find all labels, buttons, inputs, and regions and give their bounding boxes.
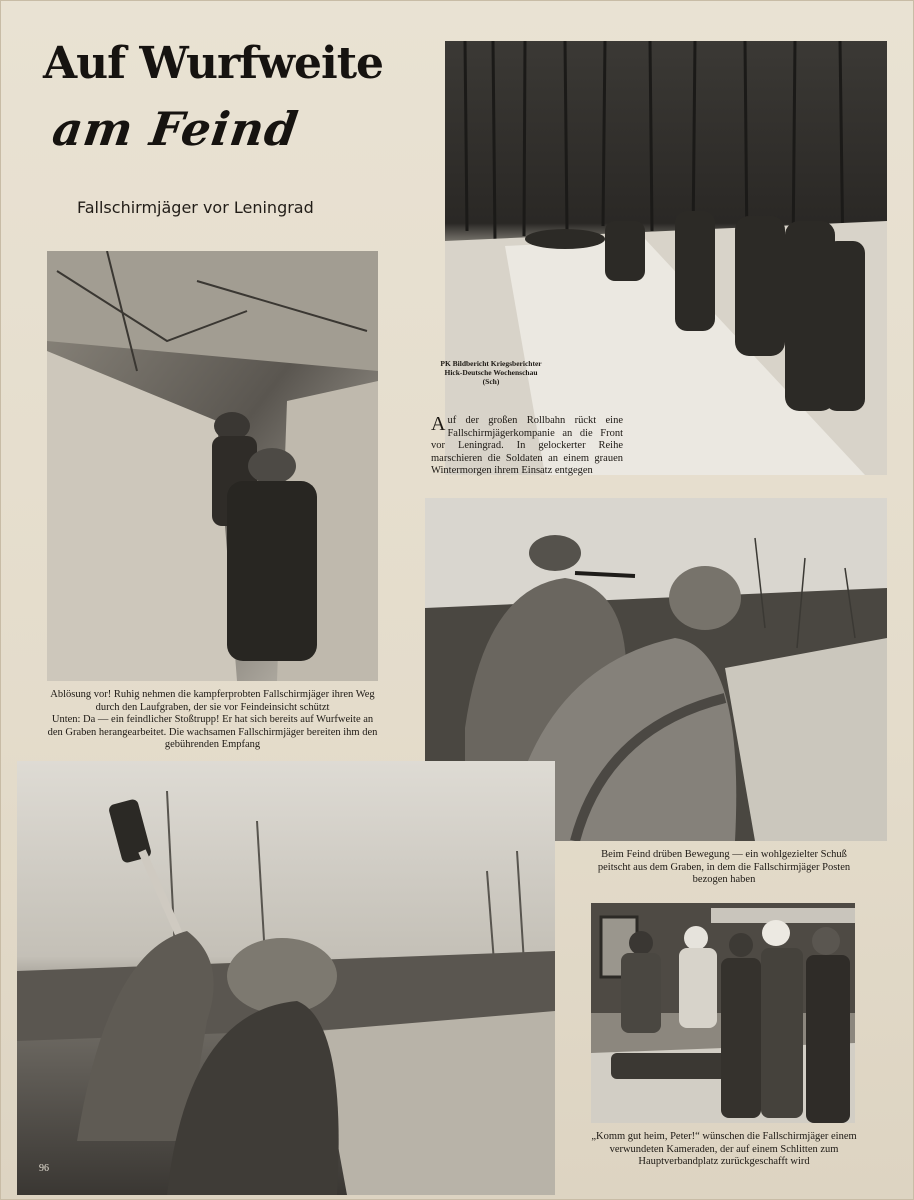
photo-grenade-graphic [17, 761, 555, 1195]
photo-credit [421, 359, 561, 386]
caption-shot: Beim Feind drüben Bewegung — ein wohlgezielter Schuß peitscht aus dem Graben, in dem die Fallschirmjäger Posten bezogen haben [597, 849, 851, 885]
credit-line-2: Hick-Deutsche Wochenschau [444, 368, 538, 377]
subtitle: Fallschirmjäger vor Leningrad [77, 198, 314, 217]
photo-wounded-graphic [591, 903, 855, 1123]
credit-line-3: (Sch) [482, 377, 500, 386]
headline-line-1: Auf Wurfweite [43, 38, 384, 89]
caption-column-march [431, 415, 623, 478]
caption-column-text: uf der großen Rollbahn rückt eine Fallschirmjägerkompanie an die Front vor Leningrad. In gelockerter Reihe marschieren die Soldaten an einem grauen Wintermorgen ihrem Einsatz entgegen [431, 415, 623, 476]
photo-wounded-comrade [591, 903, 855, 1123]
photo-grenade-throw [17, 761, 555, 1195]
credit-line-1: PK Bildbericht Kriegsberichter [440, 359, 542, 368]
caption-trench: Ablösung vor! Ruhig nehmen die kampferprobten Fallschirmjäger ihren Weg durch den Laufgraben, der sie vor Feindeinsicht schützt [50, 689, 375, 713]
photo-trench [47, 251, 378, 681]
photo-trench-graphic [47, 251, 378, 681]
photo-column-on-road [445, 41, 887, 475]
caption-wounded: „Komm gut heim, Peter!“ wünschen die Fallschirmjäger einem verwundeten Kameraden, der auf einem Schlitten zum Hauptverbandplatz zurückgeschafft wird [591, 1131, 857, 1167]
caption-dropcap: A [431, 413, 446, 435]
photo-column-graphic [445, 41, 887, 475]
headline-line-2: am Feind [49, 102, 302, 156]
caption-grenade: Unten: Da — ein feindlicher Stoßtrupp! Er hat sich bereits auf Wurfweite an den Graben herangearbeitet. Die wachsamen Fallschirmjäger bereiten ihm den gebührenden Empfang [47, 714, 378, 750]
page-number: 96 [39, 1163, 49, 1174]
